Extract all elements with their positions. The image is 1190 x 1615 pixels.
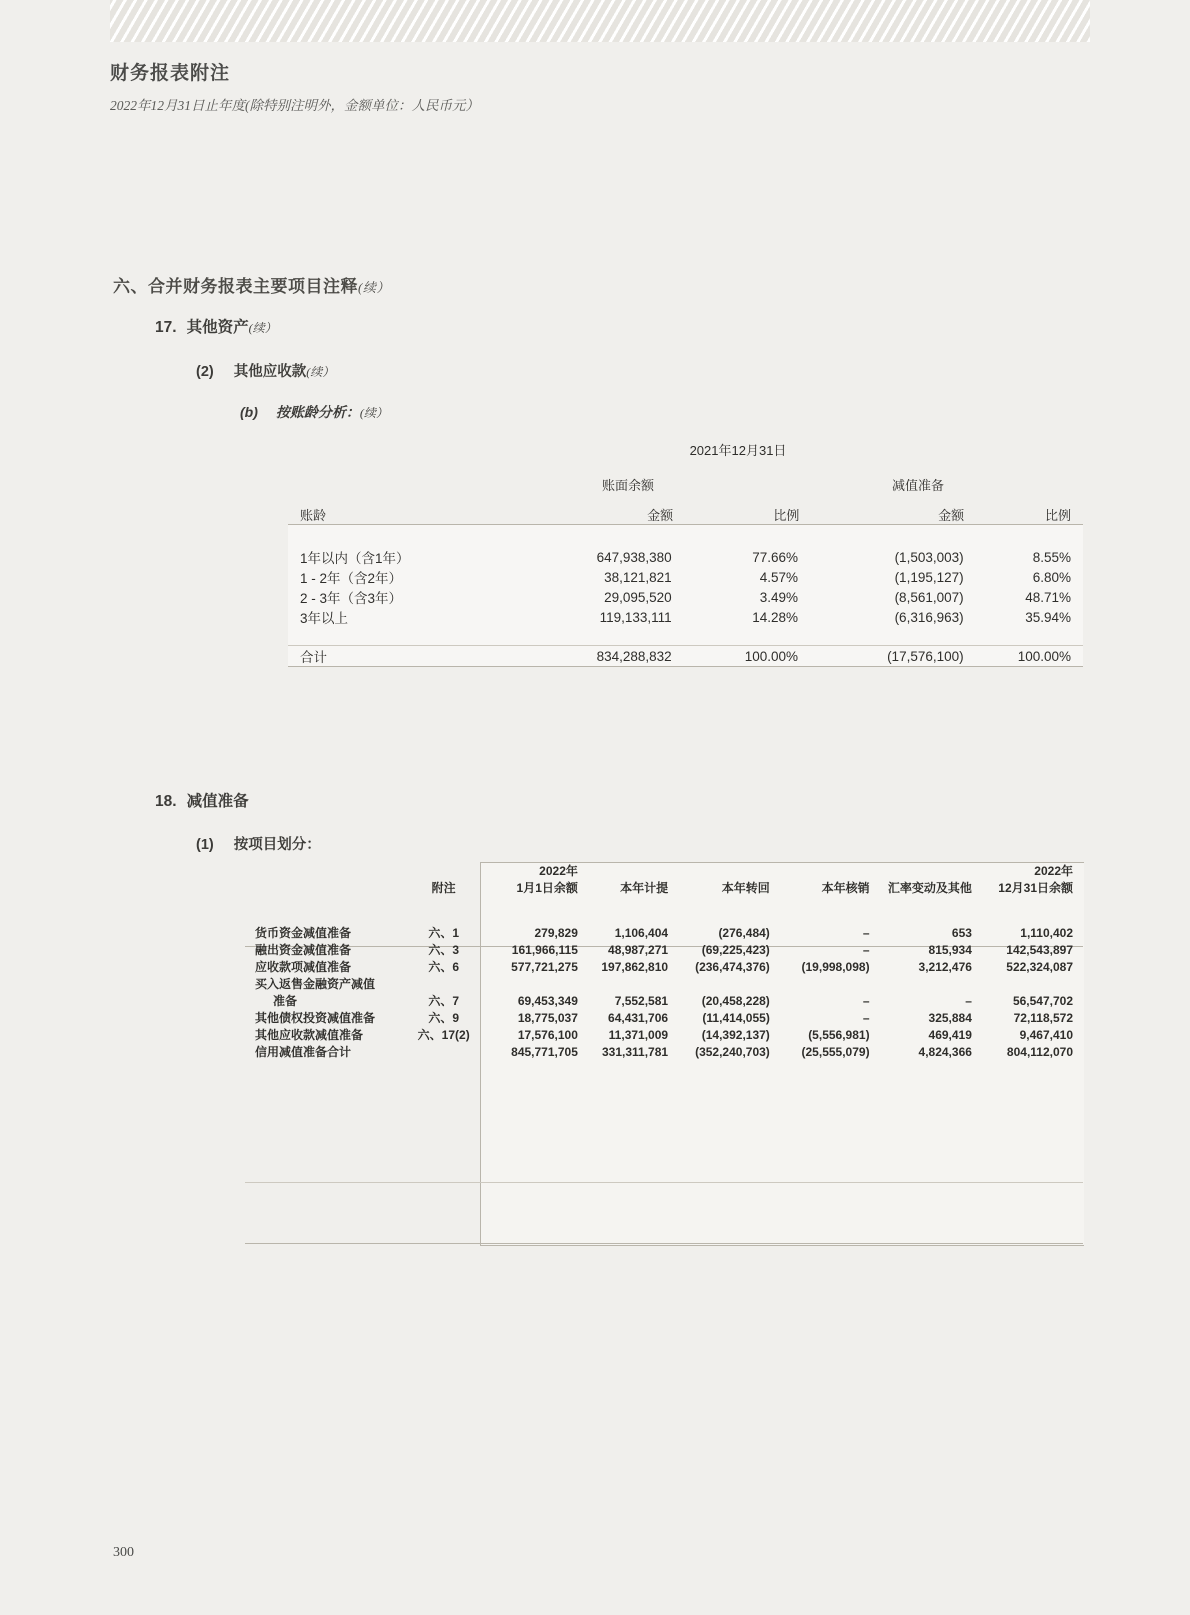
note-18-1-heading [196, 833, 321, 854]
provision-total-charged: 331,311,781 [602, 1044, 669, 1059]
aging-table-head [288, 505, 1083, 524]
provision-row-note: 六、3 [428, 943, 460, 957]
aging-row-prov-pct: 48.71% [1025, 589, 1071, 605]
provision-total-label: 信用减值准备合计 [255, 1045, 352, 1059]
provision-row-writeoff: – [862, 993, 870, 1008]
provision-row-writeoff [770, 975, 870, 992]
aging-row-prov: (1,503,003) [894, 549, 964, 565]
provision-row-name: 其他应收款减值准备 [255, 1028, 364, 1042]
provision-row-name: 买入返售金融资产减值 [255, 977, 376, 991]
note-17-2-b-label: 按账龄分析： [275, 404, 360, 420]
note-18-1-label: 按项目划分： [233, 837, 321, 853]
provision-row-fx: 815,934 [928, 942, 972, 957]
note-18-number: 18. [155, 793, 177, 810]
table-row [288, 587, 1083, 607]
note-18-label: 减值准备 [186, 793, 249, 810]
note-17-continued: (续） [248, 321, 277, 335]
provision-row-name: 融出资金减值准备 [255, 943, 352, 957]
provision-total-note [403, 1043, 484, 1060]
aging-col-amount: 金额 [647, 508, 674, 523]
provision-row-note [403, 975, 484, 992]
provision-header-row-1 [245, 862, 1083, 879]
running-header [110, 58, 1090, 114]
provision-row-fx: 325,884 [928, 1010, 972, 1025]
note-17-2-label: 其他应收款 [233, 364, 307, 380]
provision-total-reversed: (352,240,703) [695, 1044, 770, 1059]
aging-table-body [288, 524, 1083, 667]
provision-row-charged [578, 975, 668, 992]
provision-hdr-blank-note [403, 862, 484, 879]
provision-row-closing: 1,110,402 [1020, 925, 1073, 940]
note-17-2-heading [196, 360, 334, 381]
aging-row-prov: (6,316,963) [894, 609, 964, 625]
provision-row-reversed: (276,484) [718, 925, 770, 940]
section-heading-continued: (续） [358, 280, 390, 295]
provision-row-fx: 3,212,476 [918, 959, 972, 974]
aging-row-pct: 77.66% [752, 549, 799, 565]
provision-total-closing: 804,112,070 [1006, 1044, 1073, 1059]
provision-row-closing: 142,543,897 [1006, 942, 1073, 957]
note-17-2-continued: (续） [306, 365, 335, 379]
aging-row-label: 1年以内（含1年） [300, 551, 410, 566]
aging-row-amount: 647,938,380 [596, 549, 672, 565]
provision-row-writeoff: (19,998,098) [801, 959, 870, 974]
aging-table-header-row [288, 505, 1083, 524]
provision-row-note: 六、9 [428, 1011, 460, 1025]
aging-total-label: 合计 [288, 646, 501, 667]
table-row [245, 1026, 1083, 1043]
aging-col-prov-amount: 金额 [938, 508, 965, 523]
aging-table-group-headers [288, 475, 1083, 493]
decorative-hatch-band [110, 0, 1090, 42]
table-row [245, 958, 1083, 975]
provision-row-fx [870, 975, 972, 992]
provision-row-writeoff: – [862, 942, 870, 957]
aging-row-prov-pct: 6.80% [1032, 569, 1071, 585]
provision-row-closing: 9,467,410 [1019, 1027, 1073, 1042]
provision-row-reversed [668, 975, 770, 992]
aging-analysis-table [288, 440, 1083, 667]
provision-row-opening: 577,721,275 [511, 959, 578, 974]
table-row [245, 992, 1083, 1009]
aging-row-label: 1 - 2年（含2年） [300, 571, 403, 586]
provision-row-fx: 653 [951, 925, 972, 940]
provision-total-writeoff: (25,555,079) [801, 1044, 870, 1059]
provision-table [245, 862, 1083, 1060]
aging-row-pct: 3.49% [759, 589, 799, 605]
provision-hdr-reversed: 本年转回 [721, 881, 770, 895]
provision-row-reversed: (236,474,376) [695, 959, 770, 974]
note-17-number: 17. [155, 319, 177, 336]
header-subtitle: 2022年12月31日止年度(除特别注明外，金额单位：人民币元） [110, 98, 479, 113]
aging-col-aging: 账龄 [300, 508, 327, 523]
aging-row-prov: (1,195,127) [894, 569, 964, 585]
provision-row-opening: 18,775,037 [517, 1010, 578, 1025]
note-17-label: 其他资产 [186, 319, 249, 336]
provision-row-note: 六、7 [428, 994, 460, 1008]
header-title: 财务报表附注 [110, 63, 231, 84]
provision-row-note: 六、6 [428, 960, 460, 974]
note-17-2-b-continued: (续） [359, 406, 388, 420]
provision-row-charged: 197,862,810 [601, 959, 669, 974]
provision-row-reversed: (14,392,137) [701, 1027, 770, 1042]
provision-hdr-fx-other: 汇率变动及其他 [887, 881, 972, 895]
provision-hdr-closing: 12月31日余额 [998, 881, 1073, 895]
provision-row-opening: 69,453,349 [517, 993, 578, 1008]
provision-hdr-charged: 本年计提 [620, 881, 669, 895]
table-row [245, 975, 1083, 992]
provision-row-opening: 279,829 [534, 925, 578, 940]
section-heading [113, 272, 390, 297]
provision-row-charged: 1,106,404 [614, 925, 669, 940]
aging-row-prov-pct: 8.55% [1032, 549, 1071, 565]
provision-total-fx: 4,824,366 [918, 1044, 972, 1059]
provision-row-fx: 469,419 [928, 1027, 972, 1042]
provision-row-closing: 522,324,087 [1006, 959, 1073, 974]
aging-row-prov: (8,561,007) [894, 589, 964, 605]
aging-row-prov-pct: 35.94% [1025, 609, 1071, 625]
provision-row-fx: – [965, 993, 972, 1008]
provision-row-name: 应收款项减值准备 [255, 960, 352, 974]
note-17-2-b-heading [240, 402, 388, 422]
provision-row-closing: 56,547,702 [1012, 993, 1073, 1008]
provision-hdr-note: 附注 [431, 881, 456, 895]
provision-row-note: 六、17(2) [417, 1028, 470, 1042]
aging-total-prov-pct: 100.00% [964, 646, 1083, 667]
provision-row-writeoff: – [862, 925, 870, 940]
provision-row-closing: 72,118,572 [1013, 1010, 1073, 1025]
provision-row-writeoff: (5,556,981) [808, 1027, 870, 1042]
aging-table-date-header: 2021年12月31日 [689, 443, 787, 458]
provision-header-row-2 [245, 879, 1083, 896]
aging-row-pct: 4.57% [759, 569, 799, 585]
table-row [288, 525, 1083, 567]
provision-total-opening: 845,771,705 [511, 1044, 578, 1059]
note-17-2-b-number: (b) [240, 404, 258, 420]
provision-table-rule-bottom [245, 1243, 1083, 1244]
provision-row-opening: 161,966,115 [511, 942, 578, 957]
note-17-2-number: (2) [196, 364, 214, 380]
provision-row-name: 货币资金减值准备 [255, 926, 352, 940]
provision-hdr-year-close: 2022年 [1034, 864, 1073, 878]
aging-total-pct: 100.00% [672, 646, 798, 667]
provision-row-name: 其他债权投资减值准备 [255, 1011, 376, 1025]
provision-row-reversed: (11,414,055) [702, 1010, 770, 1025]
table-row [245, 941, 1083, 958]
group-header-provision: 减值准备 [891, 478, 944, 493]
provision-row-reversed: (69,225,423) [701, 942, 770, 957]
page-number: 300 [113, 1545, 134, 1560]
provision-row-closing [972, 975, 1083, 992]
table-row [245, 1009, 1083, 1026]
aging-total-row [288, 646, 1083, 667]
provision-row-reversed: (20,458,228) [701, 993, 770, 1008]
aging-row-pct: 14.28% [752, 609, 799, 625]
provision-hdr-writeoff: 本年核销 [821, 881, 870, 895]
table-row [288, 567, 1083, 587]
provision-row-writeoff: – [862, 1010, 870, 1025]
provision-row-name: 准备 [273, 994, 298, 1008]
provision-row-opening: 17,576,100 [517, 1027, 578, 1042]
note-18-1-number: (1) [196, 837, 214, 853]
provision-row-charged: 64,431,706 [608, 1010, 669, 1025]
group-header-book-balance: 账面余额 [601, 478, 654, 493]
provision-hdr-year-open: 2022年 [539, 864, 578, 878]
section-heading-text: 六、合并财务报表主要项目注释 [113, 277, 358, 296]
aging-row-amount: 29,095,520 [604, 589, 672, 605]
aging-row-label: 2 - 3年（含3年） [300, 591, 403, 606]
provision-table-rule-total [245, 1182, 1083, 1183]
aging-row-amount: 119,133,111 [599, 609, 672, 625]
provision-row-note: 六、1 [428, 926, 460, 940]
provision-row-charged: 48,987,271 [608, 942, 669, 957]
note-18-heading [155, 789, 249, 811]
provision-total-row [245, 1043, 1083, 1060]
provision-row-opening [484, 975, 578, 992]
provision-hdr-blank [245, 862, 403, 879]
aging-col-pct: 比例 [773, 508, 800, 523]
aging-row-label: 3年以上 [300, 611, 349, 626]
provision-hdr-opening: 1月1日余额 [516, 881, 578, 895]
provision-row-charged: 11,371,009 [608, 1027, 669, 1042]
aging-total-prov: (17,576,100) [798, 646, 964, 667]
provision-row-charged: 7,552,581 [614, 993, 669, 1008]
table-row [245, 896, 1083, 941]
aging-total-amount: 834,288,832 [501, 646, 671, 667]
aging-row-amount: 38,121,821 [604, 569, 672, 585]
note-17-heading [155, 315, 277, 337]
aging-col-prov-pct: 比例 [1044, 508, 1071, 523]
table-row [288, 607, 1083, 646]
